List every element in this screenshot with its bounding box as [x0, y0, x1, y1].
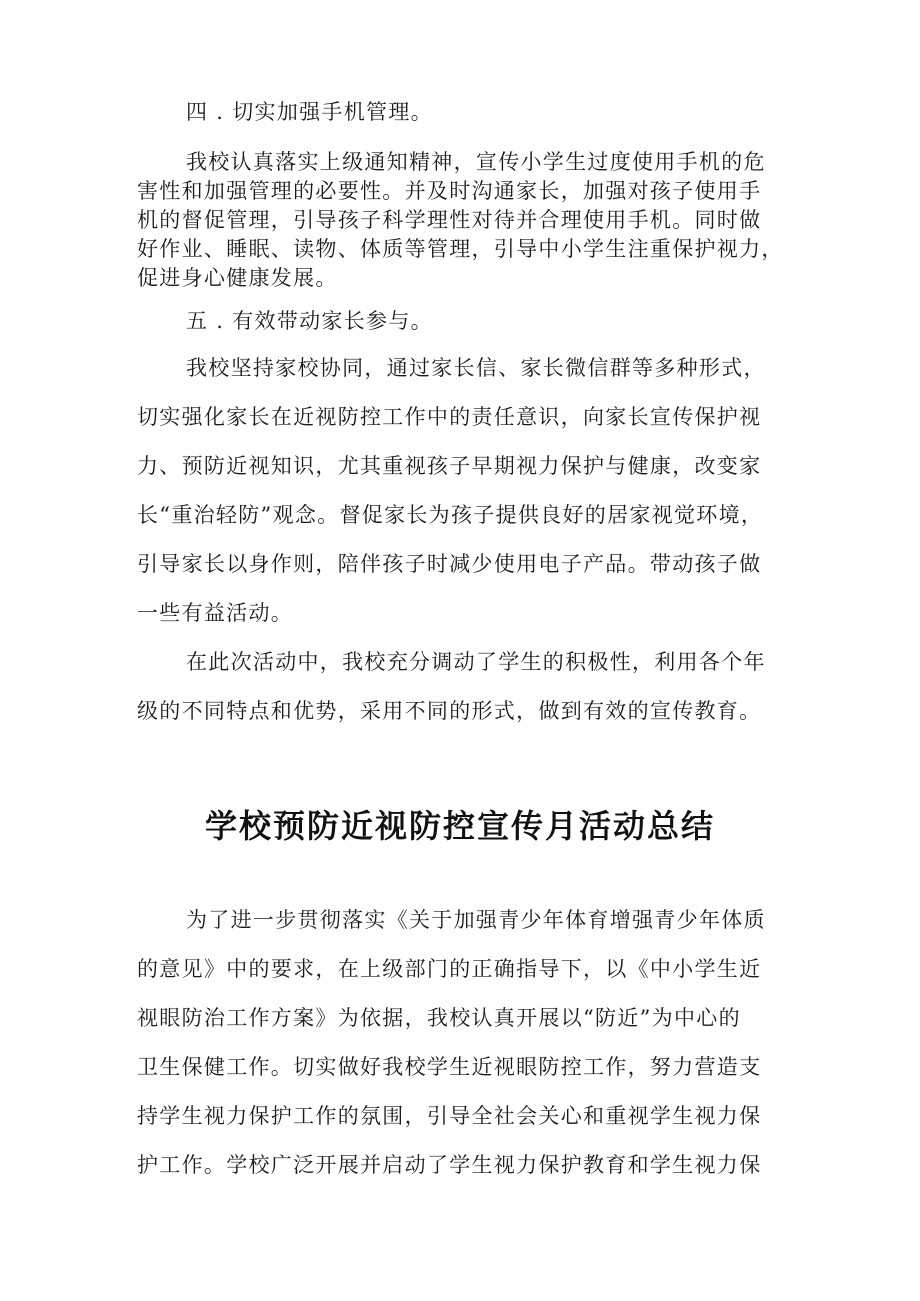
paragraph-line: 切实强化家长在近视防控工作中的责任意识，向家长宣传保护视: [137, 405, 762, 429]
paragraph-line: 一些有益活动。: [137, 601, 294, 625]
paragraph-line: 卫生保健工作。切实做好我校学生近视眼防控工作，努力营造支: [137, 1055, 762, 1079]
conclusion-paragraph: [137, 638, 807, 736]
paragraph-line: 好作业、睡眠、读物、体质等管理，引导中小学生注重保护视力，: [137, 237, 784, 261]
paragraph-line: 我校坚持家校协同，通过家长信、家长微信群等多种形式，: [186, 356, 766, 380]
section-five-heading: 五 . 有效带动家长参与。: [186, 309, 433, 333]
paragraph-line: 力、预防近视知识，尤其重视孩子早期视力保护与健康，改变家: [137, 454, 762, 478]
paragraph-line: 我校认真落实上级通知精神，宣传小学生过度使用手机的危: [186, 150, 766, 174]
paragraph-line: 机的督促管理，引导孩子科学理性对待并合理使用手机。同时做: [137, 208, 762, 232]
paragraph-line: 级的不同特点和优势，采用不同的形式，做到有效的宣传教育。: [137, 699, 762, 723]
section-four-paragraph: [137, 148, 807, 293]
paragraph-line: 引导家长以身作则，陪伴孩子时减少使用电子产品。带动孩子做: [137, 552, 762, 576]
body-text-part-1: [137, 98, 807, 736]
paragraph-line: 视眼防治工作方案》为依据，我校认真开展以“防近”为中心的: [137, 1006, 741, 1030]
paragraph-line: 为了进一步贯彻落实《关于加强青少年体育增强青少年体质: [186, 908, 766, 932]
section-four-heading: 四 . 切实加强手机管理。: [186, 100, 433, 124]
section-five-paragraph: [137, 344, 807, 638]
paragraph-line: 护工作。学校广泛开展并启动了学生视力保护教育和学生视力保: [137, 1153, 762, 1177]
paragraph-line: 的意见》中的要求，在上级部门的正确指导下，以《中小学生近: [137, 957, 762, 981]
paragraph-line: 害性和加强管理的必要性。并及时沟通家长，加强对孩子使用手: [137, 179, 762, 203]
paragraph-line: 在此次活动中，我校充分调动了学生的积极性，利用各个年: [186, 650, 766, 674]
paragraph-line: 长“重治轻防”观念。督促家长为孩子提供良好的居家视觉环境，: [137, 503, 764, 527]
paragraph-line: 促进身心健康发展。: [137, 266, 338, 290]
intro-paragraph: [137, 896, 807, 1190]
paragraph-line: 持学生视力保护工作的氛围，引导全社会关心和重视学生视力保: [137, 1104, 762, 1128]
document-title: 学校预防近视防控宣传月活动总结: [204, 807, 715, 845]
